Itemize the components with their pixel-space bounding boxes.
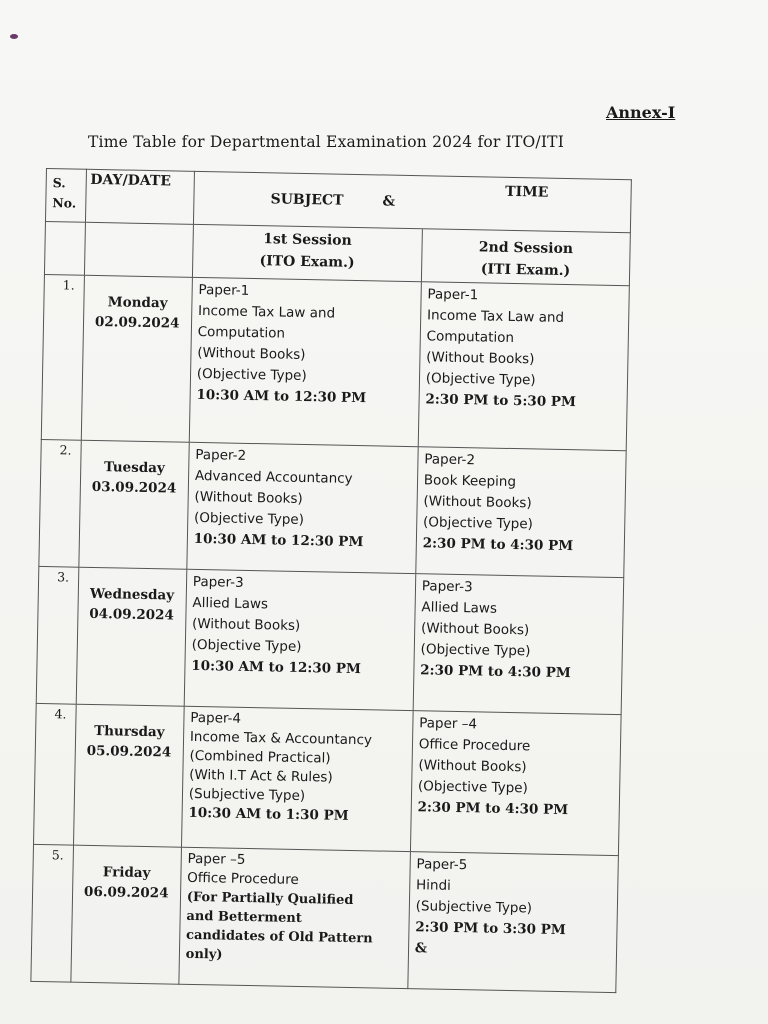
table-row	[34, 703, 622, 855]
session1-cell: Paper-2 Advanced Accountancy (Without Books) (Objective Type) 10:30 AM to 12:30 PM	[187, 442, 418, 573]
ink-smudge	[10, 34, 18, 39]
session2-header: 2nd Session (ITI Exam.)	[421, 229, 630, 286]
session1-header: 1st Session (ITO Exam.)	[192, 224, 422, 281]
session2-cell: Paper-5 Hindi (Subjective Type) 2:30 PM to 3:30 PM &	[408, 852, 619, 993]
timetable	[30, 168, 632, 993]
session2-cell: Paper-2 Book Keeping (Without Books) (Objective Type) 2:30 PM to 4:30 PM	[416, 447, 627, 578]
session1-cell: Paper –5 Office Procedure (For Partially Qualified and Betterment candidates of Old Pattern only)	[179, 847, 411, 988]
day-date-cell: Friday 06.09.2024	[70, 845, 181, 984]
header-time: TIME	[422, 176, 631, 233]
serial-number: 3.	[36, 566, 78, 704]
session2-cell: Paper –4 Office Procedure (Without Books) (Objective Type) 2:30 PM to 4:30 PM	[410, 711, 621, 856]
serial-number: 5.	[31, 844, 73, 982]
header-subject: SUBJECT &	[193, 171, 423, 228]
session2-cell: Paper-3 Allied Laws (Without Books) (Objective Type) 2:30 PM to 4:30 PM	[413, 574, 624, 715]
serial-number: 2.	[39, 439, 81, 567]
day-date-cell: Wednesday 04.09.2024	[76, 567, 187, 706]
table-row	[41, 274, 629, 450]
header-day-date: DAY/DATE	[85, 169, 194, 224]
document-title: Time Table for Departmental Examination 2024 for ITO/ITI	[88, 133, 565, 151]
table-row	[31, 844, 619, 992]
day-date-cell: Tuesday 03.09.2024	[78, 440, 189, 569]
session2-cell: Paper-1 Income Tax Law and Computation (Without Books) (Objective Type) 2:30 PM to 5:30 PM	[418, 282, 629, 451]
session1-cell: Paper-4 Income Tax & Accountancy (Combined Practical) (With I.T Act & Rules) (Subjective Type) 10:30 AM to 1:30 PM	[181, 706, 413, 851]
session1-cell: Paper-1 Income Tax Law and Computation (Without Books) (Objective Type) 10:30 AM to 12:30 PM	[189, 277, 421, 446]
table-row	[36, 566, 624, 714]
header-sno: S. No.	[45, 169, 86, 223]
table-row	[39, 439, 626, 577]
serial-number: 1.	[41, 274, 84, 440]
serial-number: 4.	[34, 703, 76, 845]
day-date-cell: Monday 02.09.2024	[81, 275, 192, 442]
day-date-cell: Thursday 05.09.2024	[73, 704, 184, 847]
annex-label: Annex-I	[606, 103, 676, 122]
session1-cell: Paper-3 Allied Laws (Without Books) (Objective Type) 10:30 AM to 12:30 PM	[184, 569, 416, 710]
